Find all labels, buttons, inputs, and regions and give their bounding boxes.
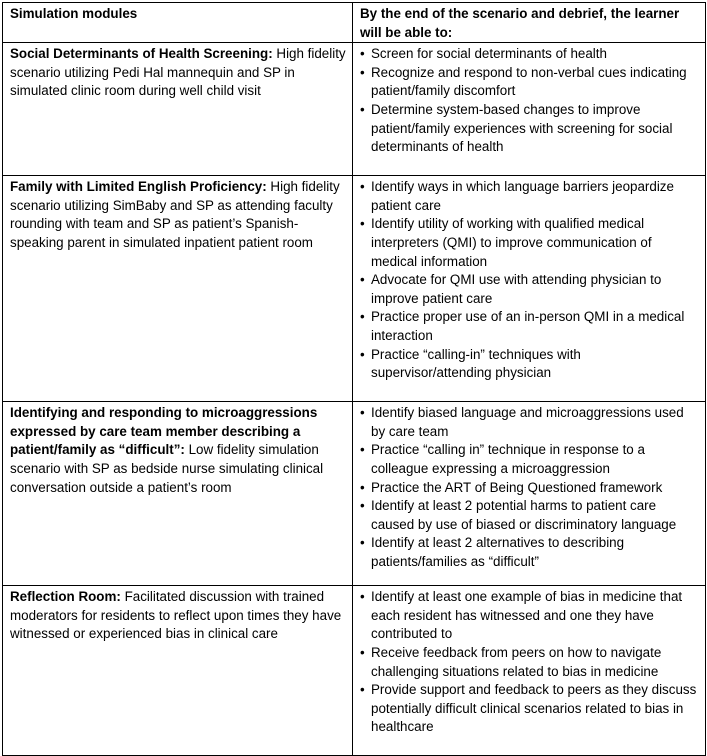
module-cell <box>3 43 353 176</box>
objectives-list <box>360 588 699 737</box>
bullet-icon: • <box>360 535 365 551</box>
bullet-icon: • <box>360 272 365 288</box>
list-item: • Determine system-based changes to improve patient/family experiences with screening for social determinants of health <box>360 101 673 155</box>
module-description: Facilitated discussion with trained moderators for residents to reflect upon times they have witnessed or experienced bias in clinical care <box>10 589 342 642</box>
header-row <box>3 3 706 43</box>
objectives-list <box>360 45 699 157</box>
bullet-icon: • <box>360 498 365 514</box>
bullet-icon: • <box>360 101 365 117</box>
table-row <box>3 402 706 586</box>
list-item: • Identify at least 2 potential harms to patient care caused by use of biased or discriminatory language <box>360 498 677 532</box>
table-row <box>3 586 706 756</box>
list-item: • Screen for social determinants of health <box>360 45 699 64</box>
table-row <box>3 176 706 402</box>
bullet-icon: • <box>360 46 365 62</box>
list-item: • Receive feedback from peers on how to navigate challenging situations related to bias in medicine <box>360 644 662 679</box>
objectives-list <box>360 178 699 383</box>
objectives-cell <box>353 176 706 402</box>
bullet-icon: • <box>360 479 365 495</box>
module-cell <box>3 402 353 586</box>
module-title: Family with Limited English Proficiency: <box>10 179 267 195</box>
bullet-icon: • <box>360 346 365 362</box>
list-item: • Practice the ART of Being Questioned framework <box>360 479 699 498</box>
module-cell <box>3 586 353 756</box>
module-description: High fidelity scenario utilizing Pedi Hal mannequin and SP in simulated clinic room during well child visit <box>10 46 346 99</box>
module-description: High fidelity scenario utilizing SimBaby and SP as attending faculty rounding with team and SP as patient’s Spanish-speaking parent in simulated inpatient patient room <box>10 179 340 250</box>
bullet-icon: • <box>360 179 365 195</box>
list-item: • Identify ways in which language barriers jeopardize patient care <box>360 179 674 213</box>
table-row <box>3 43 706 176</box>
list-item: • Practice “calling in” technique in response to a colleague expressing a microaggression <box>360 442 645 476</box>
header-modules: Simulation modules <box>3 3 353 43</box>
list-item: • Identify at least 2 alternatives to describing patients/families as “difficult” <box>360 535 625 569</box>
header-objectives: By the end of the scenario and debrief, the learner will be able to: <box>353 3 706 43</box>
objectives-cell <box>353 43 706 176</box>
module-title: Reflection Room: <box>10 589 121 605</box>
simulation-modules-table <box>2 2 706 756</box>
objectives-list <box>360 404 699 571</box>
list-item: • Practice “calling-in” techniques with supervisor/attending physician <box>360 346 581 381</box>
bullet-icon: • <box>360 589 365 605</box>
bullet-icon: • <box>360 216 365 232</box>
objectives-cell <box>353 586 706 756</box>
list-item: • Identify biased language and microaggressions used by care team <box>360 405 684 439</box>
module-title: Identifying and responding to microaggressions expressed by care team member describing a patient/family as “difficult”: <box>10 405 318 458</box>
list-item: • Identify utility of working with qualified medical interpreters (QMI) to improve communication of medical information <box>360 216 652 269</box>
list-item: • Recognize and respond to non-verbal cues indicating patient/family discomfort <box>360 64 687 99</box>
bullet-icon: • <box>360 309 365 325</box>
module-description: Low fidelity simulation scenario with SP as bedside nurse simulating clinical conversation outside a patient’s room <box>10 442 324 495</box>
bullet-icon: • <box>360 64 365 80</box>
bullet-icon: • <box>360 442 365 458</box>
list-item: • Practice proper use of an in-person QMI in a medical interaction <box>360 309 685 343</box>
module-cell <box>3 176 353 402</box>
bullet-icon: • <box>360 682 365 698</box>
list-item: • Advocate for QMI use with attending physician to improve patient care <box>360 272 662 306</box>
list-item: • Identify at least one example of bias in medicine that each resident has witnessed and one they have contributed to <box>360 589 683 642</box>
module-title: Social Determinants of Health Screening: <box>10 46 273 62</box>
bullet-icon: • <box>360 644 365 660</box>
objectives-cell <box>353 402 706 586</box>
bullet-icon: • <box>360 405 365 421</box>
list-item: • Provide support and feedback to peers as they discuss potentially difficult clinical scenarios related to bias in healthcare <box>360 682 697 735</box>
